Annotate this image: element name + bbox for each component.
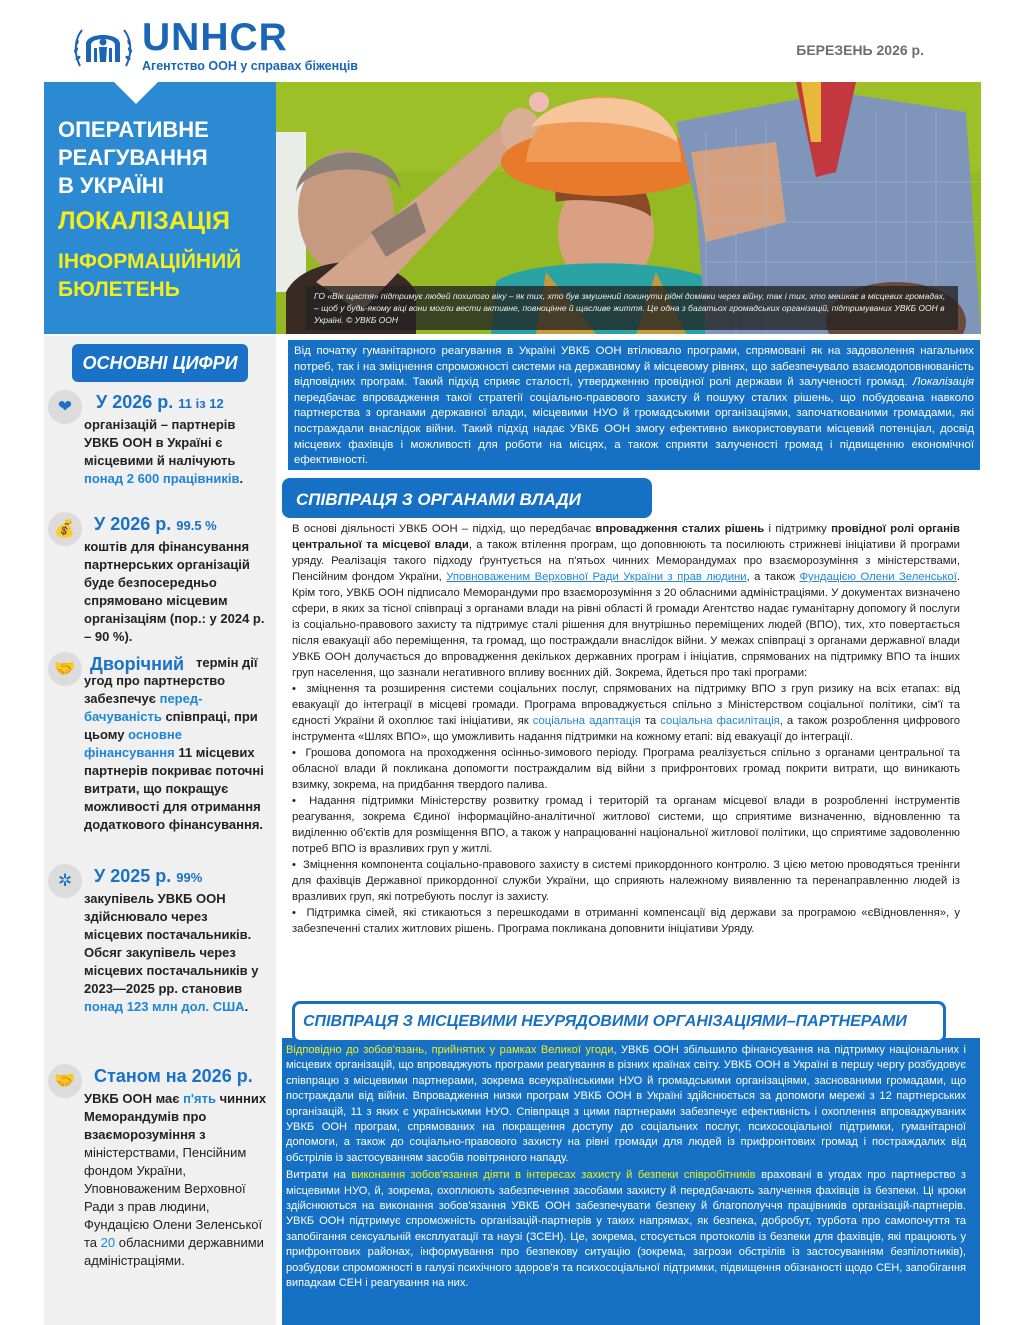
topic-title: ЛОКАЛІЗАЦІЯ — [58, 207, 230, 235]
key-figure-value: 11 із 12 — [178, 396, 224, 411]
bullet-item: • зміцнення та розширення системи соціальних послуг, спрямованих на підтримку ВПО з груп ризику на всіх етапах: від евакуації до інтеграції в місцеві громади. Програма впроваджується спільно з Міністерством соціальної політики, сім'ї та єдності України й охоплює такі ініціативи, як соціальна адаптація та соціальна фасилітація, а також розроблення цифрового інструмента «Шлях ВПО», що уможливить надання підтримки на кожному етапі: від евакуації до інтеграції. — [292, 683, 961, 743]
link-ombudsman[interactable]: Уповноваженим Верховної Ради України з прав людини — [446, 571, 747, 583]
title-line-2: РЕАГУВАННЯ — [58, 145, 208, 170]
section-government-body — [292, 521, 960, 937]
section-heading-ngo: СПІВПРАЦЯ З МІСЦЕВИМИ НЕУРЯДОВИМИ ОРГАНІЗАЦІЯМИ–ПАРТНЕРАМИ — [292, 1001, 946, 1043]
subtitle-line-2: БЮЛЕТЕНЬ — [58, 278, 180, 301]
photo-caption: ГО «Вік щастя» підтримує людей похилого віку – як тих, хто був змушений покинути рідні домівки через війну, так і тих, хто мешкає в місцевих громадах, – щоб у будь-якому віці вони могли вести активне, повноцінне й щасливе життя. Це одна з багатьох громадських організацій, підтримуваних УВКБ ООН в Україні. © УВКБ ООН — [306, 286, 958, 330]
text-segment: . — [244, 999, 249, 1014]
title-line-1: ОПЕРАТИВНЕ — [58, 117, 209, 142]
intro-emphasis: Локалізація — [912, 376, 974, 389]
subtitle-line-1: ІНФОРМАЦІЙНИЙ — [58, 250, 242, 273]
key-figure-heading — [94, 514, 217, 535]
key-figure-year: У 2026 р. — [96, 392, 174, 412]
highlight-text: п'ять — [183, 1091, 216, 1106]
text-segment: термін дії угод про партнерство забезпечує — [84, 655, 258, 706]
cover-photo — [276, 82, 981, 334]
intro-panel — [288, 340, 980, 470]
text-segment: . — [239, 471, 244, 486]
text-segment: чинних Меморандумів про взаєморозуміння з — [84, 1091, 267, 1142]
bold-text: провідної ролі органів центральної та місцевої влади — [292, 523, 961, 551]
section-ngo-body — [286, 1043, 966, 1294]
paragraph — [286, 1043, 966, 1166]
bullet-item: • Підтримка сімей, які стикаються з перешкодами в отриманні компенсації від держави за програмою «єВідновлення», у забезпеченні сталих житлових рішень. Програма покликана доповнити ініціативи Уряду. — [292, 907, 961, 935]
key-figure-text — [84, 654, 270, 834]
text-segment: В основі діяльності УВКБ ООН – підхід, що передбачає — [292, 523, 592, 535]
text-segment: і підтримку — [768, 523, 827, 535]
key-figure-year: У 2026 р. — [94, 514, 172, 534]
key-figure-value: 99% — [176, 870, 203, 885]
key-figures-sidebar — [44, 336, 276, 1325]
text-segment: , а також розроблення цифрового інструмента «Шлях ВПО», що уможливить надання підтримки на кожному етапі: від евакуації до інтеграції. — [292, 715, 961, 743]
highlight-text: соціальна фасилітація — [660, 715, 780, 727]
text-segment: Грошова допомога на проходження осінньо-зимового періоду. Програма реалізується спільно з органами центральної та обласної влади й покликана допомогти постраждалим від війни з прифронтових громад покрити витрати, що виникають взимку, зокрема, на придбання твердого палива. — [292, 747, 960, 791]
main-title — [58, 116, 209, 200]
logo-tagline: Агентство ООН у справах біженців — [142, 59, 358, 73]
arrows-inward-icon: ✲ — [48, 864, 82, 898]
text-segment: Підтримка сімей, які стикаються з перешкодами в отриманні компенсації від держави за програмою «єВідновлення», у забезпеченні сталих житлових рішень. Програма покликана доповнити ініціативи Уряду. — [292, 907, 961, 935]
text-segment: зміцнення та розширення системи соціальних послуг, спрямованих на підтримку ВПО з груп ризику на всіх етапах: від евакуації до інтеграції в місцеві громади. Програма впроваджується спільно з Міністерством соціальної політики, сім'ї та єдності України й охоплює такі ініціативи, як — [292, 683, 960, 727]
key-figure-text — [84, 890, 270, 1016]
notch-decoration — [114, 82, 158, 104]
highlight-text: понад 2 600 працівників — [84, 471, 240, 486]
paragraph — [286, 1168, 966, 1291]
money-bag-icon: 💰 — [48, 512, 82, 546]
text-segment: , а також втілення програм, що доповнюють та посилюють стрижневі ініціативи й програми уряду. Реалізація такого підходу ґрунтується на п'ятьох чинних Меморандумах про взаєморозуміння з міністерствами, Пенсійним фондом України, — [292, 539, 960, 583]
title-block — [44, 82, 276, 334]
highlight-text: Відповідно до зобов'язань, прийнятих у рамках Великої угоди — [286, 1044, 614, 1056]
key-figures-title: ОСНОВНІ ЦИФРИ — [72, 344, 248, 382]
intro-text: Від початку гуманітарного реагування в Україні УВКБ ООН втілювало програми, спрямовані як на задоволення нагальних потреб, так і на зміцнення спроможності системи на державному й місцевому рівнях, що забезпечувало взаємодоповнюваність відповідних програм. Такий підхід сприяє сталості, утвердженню провідної ролі держави й залученості громад. — [294, 345, 974, 389]
key-figure-heading — [94, 866, 202, 887]
text-segment: , а також — [746, 571, 795, 583]
text-segment: 11 місцевих партнерів покриває поточні витрати, що покращує можливості для отримання додаткового фінансування. — [84, 745, 264, 832]
text-segment: Витрати на — [286, 1169, 346, 1182]
text-segment: міністерствами, Пенсійним фондом України, Уповноваженим Верховної Ради з прав людини, Фундацією Олени Зеленської та — [84, 1145, 263, 1250]
logo-wordmark: UNHCR — [142, 16, 288, 59]
highlight-text: соціальна адаптація — [532, 715, 641, 727]
text-segment: та — [644, 715, 657, 727]
handshake-icon: 🤝 — [48, 1064, 82, 1098]
section-ngo-partners — [282, 995, 982, 1325]
key-figure-value: 99.5 % — [176, 518, 217, 533]
highlight-text: понад 123 млн дол. США — [84, 999, 245, 1014]
highlight-text: основне фінансування — [84, 727, 182, 760]
key-figure-text — [84, 416, 270, 488]
text-segment: організацій – партнерів УВКБ ООН в Україні є місцевими й налічують — [84, 417, 236, 468]
section-heading-government: СПІВПРАЦЯ З ОРГАНАМИ ВЛАДИ — [282, 478, 652, 518]
text-segment: Надання підтримки Міністерству розвитку громад і територій та органам місцевої влади в розробленні інструментів реагування, зокрема Єдиної інформаційно-аналітичної житлової системи, що сприятиме визначенню, відновленню та виділенню об'єктів для розміщення ВПО, а також у напрацюванні національної житлової політики, що сприятиме задоволенню потреб ВПО із вразливих груп у житлі. — [292, 795, 961, 855]
text-segment: УВКБ ООН має — [84, 1091, 180, 1106]
paragraph — [292, 521, 960, 681]
bullet-item: • Зміцнення компонента соціально-правового захисту в системі прикордонного контролю. З цією метою проводяться тренінги для фахівців Державної прикордонної служби України, що сприяють належному виявленню та перенаправленню людей із вразливих груп, які потребують послуг із захисту. — [292, 859, 961, 903]
bullet-item: • Надання підтримки Міністерству розвитку громад і територій та органам місцевої влади в розробленні інструментів реагування, зокрема Єдиної інформаційно-аналітичної житлової системи, що сприятиме визначенню, відновленню та виділенню об'єктів для розміщення ВПО, а також у напрацюванні національної житлової політики, що сприятиме задоволенню потреб ВПО із вразливих груп у житлі. — [292, 795, 961, 855]
bullet-item: • Грошова допомога на проходження осінньо-зимового періоду. Програма реалізується спільно з органами центральної та обласної влади й покликана допомогти постраждалим від війни з прифронтових громад покрити витрати, що виникають взимку, зокрема, на придбання твердого палива. — [292, 747, 960, 791]
title-line-3: В УКРАЇНІ — [58, 173, 164, 198]
issue-date: БЕРЕЗЕНЬ 2026 р. — [796, 42, 924, 58]
key-figure-year: У 2025 р. — [94, 866, 172, 886]
highlight-text: виконання зобов'язання діяти в інтересах захисту й безпеки співробітників — [351, 1169, 756, 1182]
unhcr-logo — [72, 16, 392, 78]
key-figure-heading: Станом на 2026 р. — [94, 1066, 253, 1086]
text-segment: обласними державними адміністраціями. — [84, 1235, 264, 1268]
text-segment: закупівель УВКБ ООН здійснювало через місцевих постачальників. Обсяг закупівель через місцевих постачальників у 2023—2025 рр. становив — [84, 891, 259, 996]
key-figure-text — [84, 1090, 270, 1270]
key-figure-text: коштів для фінансування партнерських організацій буде безпосередньо спрямовано місцевим організаціям (пор.: у 2024 р. – 90 %). — [84, 539, 265, 644]
handshake-heart-icon: ❤ — [48, 390, 82, 424]
highlight-text: 20 — [100, 1235, 116, 1250]
text-segment: враховані в угодах про партнерство з місцевими НУО, й, зокрема, охоплюють забезпечення засобами захисту й передбачають залучення фахівців із безпеки. Ці кроки здійснюються на виконання зобов'язання УВКБ ООН забезпечувати безпеку й благополуччя працівників організацій-партнерів. УВКБ ООН підтримує спроможність організацій-партнерів у таких напрямах, як безпека, добробут, турбота про самопочуття та запобігання сексуальній експлуатації та наузі (ЗСЕН). Це, зокрема, стосується протоколів із безпеки для фахівців, які працюють у прифронтових районах, інформування про безпекову ситуацію (зокрема, загрози обстрілів із застосуванням безпілотників), розбудови спроможності в галузі психічного здоров'я та психосоціальної підтримки, підвищення обізнаності щодо СЕН, запобігання випадкам СЕН і реагування на них. — [286, 1169, 966, 1290]
key-figure-heading: Дворічний — [90, 654, 185, 674]
text-segment: , УВКБ ООН збільшило фінансування на підтримку національних і місцевих організацій, що впроваджують програми реагування в різних країнах світу. УВКБ ООН в Україні в першу чергу розбудовує співпрацю з місцевими партнерами, зокрема всеукраїнськими НУО й громадськими організаціями, заснованими громадами, що постраждали від війни. Впровадження низки програм УВКБ ООН в Україні здійснюється за допомоги мережі з 12 партнерських організацій, 11 з яких є українськими НУО. Співпраця з цими партнерами забезпечує ефективність і охоплення впроваджуваних УВКБ ООН програм, спрямованих на покращення доступу до соціальних послуг, психосоціальної підтримки, гуманітарної допомоги, а також до соціально-правового захисту на рівні громади для людей із прифронтових громад і постраждалих від обстрілів із застосуванням засобів повітряного нападу. — [286, 1044, 966, 1164]
text-segment: Зміцнення компонента соціально-правового захисту в системі прикордонного контролю. З цією метою проводяться тренінги для фахівців Державної прикордонної служби України, що сприяють належному виявленню та перенаправленню людей із вразливих груп, які потребують послуг із захисту. — [292, 859, 961, 903]
link-zelenska-foundation[interactable]: Фундацією Олени Зеленської — [799, 571, 957, 583]
bold-text: впровадження сталих рішень — [595, 523, 765, 535]
handshake-icon: 🤝 — [48, 652, 82, 686]
highlight-text: перед-бачуваність — [84, 691, 203, 724]
key-figure-heading — [96, 392, 224, 413]
text-segment: . Крім того, УВКБ ООН підписало Меморандуми про взаєморозуміння з 20 обласними адміністраціями. У документах визначено сфери, в яких за тісної співпраці з органами влади на рівні області й громади Агентство надає гуманітарну допомогу й послуги із соціально-правового захисту та підтримує сталі рішення для внутрішньо переміщених людей (ВПО), тих, хто повертається після евакуації або переміщення, та громад, що постраждали внаслідок війни. У межах співпраці з органами державної влади УВКБ ООН долучається до впровадження декількох державних програм і ініціатив, спрямованих на підтримку ВПО та інших груп населення, що зазнали негативного впливу воєнних дій. Зокрема, йдеться про такі програми: — [292, 571, 960, 679]
subtitle — [58, 248, 241, 304]
text-segment: співпраці, при цьому — [84, 709, 258, 742]
unhcr-emblem-icon — [72, 22, 134, 72]
intro-text: передбачає впровадження такої стратегії соціально-правового захисту й пошуку сталих рішень, що побудована навколо партнерства з органами державної влади, місцевими НУО й громадськими організаціями, започаткованими громадами, які постраждали внаслідок війни. Такий підхід надає УВКБ ООН змогу ефективно використовувати місцевий потенціал, досвід місцевих фахівців і можливості для роботи на місцях, а також сприяти залученості громад і підвищенню економічної ефективності. — [294, 391, 974, 467]
